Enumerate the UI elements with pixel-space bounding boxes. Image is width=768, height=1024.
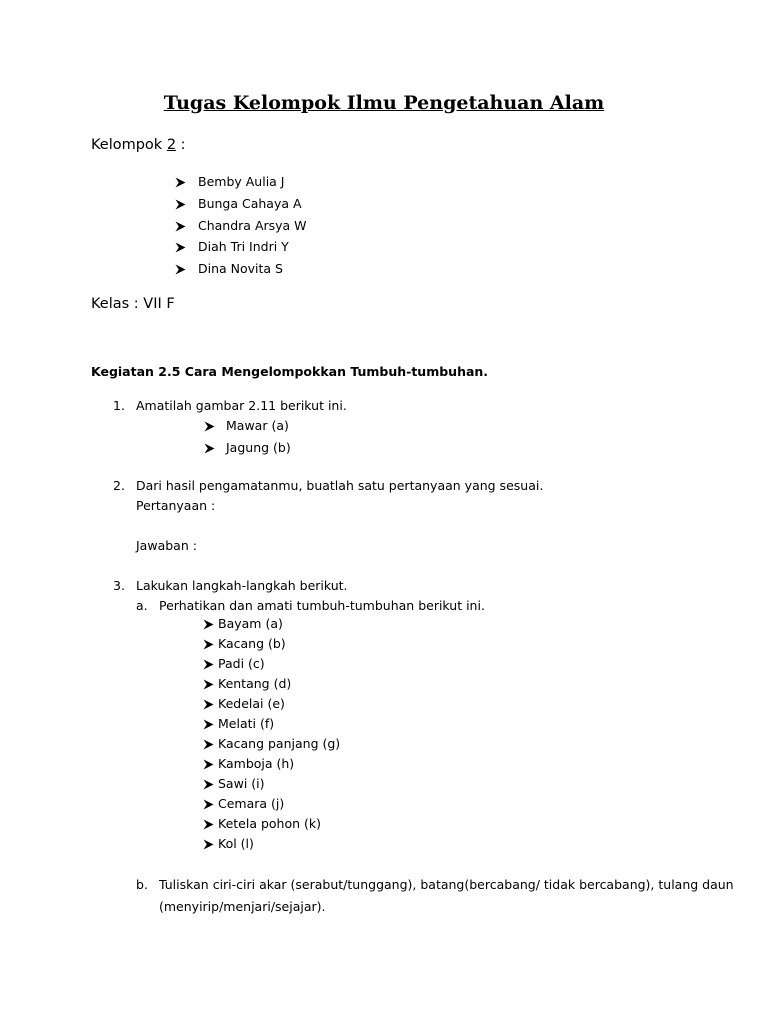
plant-name: Cemara (j) <box>218 796 285 811</box>
arrowhead-bullet-icon <box>203 794 218 814</box>
arrowhead-bullet-icon <box>203 774 218 794</box>
arrowhead-bullet-icon <box>203 694 218 714</box>
plant-name: Sawi (i) <box>218 776 265 791</box>
plant-name: Kacang panjang (g) <box>218 736 341 751</box>
member-list <box>175 171 307 280</box>
list-item <box>203 694 340 714</box>
list-item <box>175 236 307 258</box>
plant-name: Kacang (b) <box>218 636 286 651</box>
list-item <box>203 794 340 814</box>
step-number: 3. <box>113 578 125 593</box>
list-item <box>203 834 340 854</box>
activity-heading: Kegiatan 2.5 Cara Mengelompokkan Tumbuh-tumbuhan. <box>91 364 489 379</box>
member-name: Bemby Aulia J <box>198 174 285 189</box>
list-item <box>175 193 307 215</box>
plant-list <box>203 614 340 854</box>
step-number: 1. <box>113 398 125 413</box>
list-item <box>203 674 340 694</box>
item-text: Mawar (a) <box>226 418 289 433</box>
arrowhead-bullet-icon <box>203 754 218 774</box>
group-label <box>91 137 186 153</box>
step-text: Dari hasil pengamatanmu, buatlah satu pertanyaan yang sesuai. <box>136 478 544 493</box>
list-item <box>203 814 340 834</box>
list-item <box>175 215 307 237</box>
plant-name: Melati (f) <box>218 716 275 731</box>
substep-text-line2: (menyirip/menjari/sejajar). <box>159 899 326 914</box>
arrowhead-bullet-icon <box>203 654 218 674</box>
document-title: Tugas Kelompok Ilmu Pengetahuan Alam <box>163 92 605 114</box>
plant-name: Padi (c) <box>218 656 265 671</box>
arrowhead-bullet-icon <box>203 614 218 634</box>
list-item <box>203 654 340 674</box>
member-name: Chandra Arsya W <box>198 217 307 233</box>
item-text: Jagung (b) <box>226 439 291 455</box>
plant-name: Kol (l) <box>218 836 254 851</box>
list-item <box>203 614 340 634</box>
class-label: Kelas : VII F <box>91 296 175 312</box>
plant-name: Kedelai (e) <box>218 696 285 711</box>
plant-name: Kamboja (h) <box>218 756 295 771</box>
step-text: Lakukan langkah-langkah berikut. <box>136 578 348 593</box>
substep-text-line1: Tuliskan ciri-ciri akar (serabut/tunggang), batang(bercabang/ tidak bercabang), tulang daun <box>159 877 734 892</box>
arrowhead-bullet-icon <box>175 215 189 237</box>
list-item <box>175 258 307 280</box>
list-item <box>204 415 291 437</box>
group-label-text: Kelompok <box>91 137 163 153</box>
member-name: Dina Novita S <box>198 261 283 276</box>
list-item <box>203 734 340 754</box>
list-item <box>204 437 291 459</box>
plant-name: Kentang (d) <box>218 676 292 691</box>
arrowhead-bullet-icon <box>203 834 218 854</box>
substep-letter: b. <box>136 877 148 892</box>
step-text: Amatilah gambar 2.11 berikut ini. <box>136 398 347 413</box>
substep-text: Perhatikan dan amati tumbuh-tumbuhan berikut ini. <box>159 598 485 613</box>
arrowhead-bullet-icon <box>203 814 218 834</box>
list-item <box>175 171 307 193</box>
group-colon: : <box>176 137 186 153</box>
list-item <box>203 714 340 734</box>
step-1-items <box>204 415 291 459</box>
arrowhead-bullet-icon <box>203 674 218 694</box>
question-label: Pertanyaan : <box>136 498 216 513</box>
member-name: Bunga Cahaya A <box>198 195 302 211</box>
plant-name: Bayam (a) <box>218 616 283 631</box>
plant-name: Ketela pohon (k) <box>218 816 322 831</box>
list-item <box>203 754 340 774</box>
answer-label: Jawaban : <box>136 538 197 553</box>
list-item <box>203 634 340 654</box>
arrowhead-bullet-icon <box>204 437 218 459</box>
group-number: 2 <box>166 137 177 153</box>
arrowhead-bullet-icon <box>175 236 189 258</box>
arrowhead-bullet-icon <box>203 714 218 734</box>
arrowhead-bullet-icon <box>175 193 189 215</box>
list-item <box>203 774 340 794</box>
arrowhead-bullet-icon <box>203 734 218 754</box>
step-number: 2. <box>113 478 125 493</box>
arrowhead-bullet-icon <box>204 415 218 437</box>
arrowhead-bullet-icon <box>203 634 218 654</box>
arrowhead-bullet-icon <box>175 258 189 280</box>
arrowhead-bullet-icon <box>175 171 189 193</box>
substep-letter: a. <box>136 598 148 613</box>
member-name: Diah Tri Indri Y <box>198 239 289 255</box>
